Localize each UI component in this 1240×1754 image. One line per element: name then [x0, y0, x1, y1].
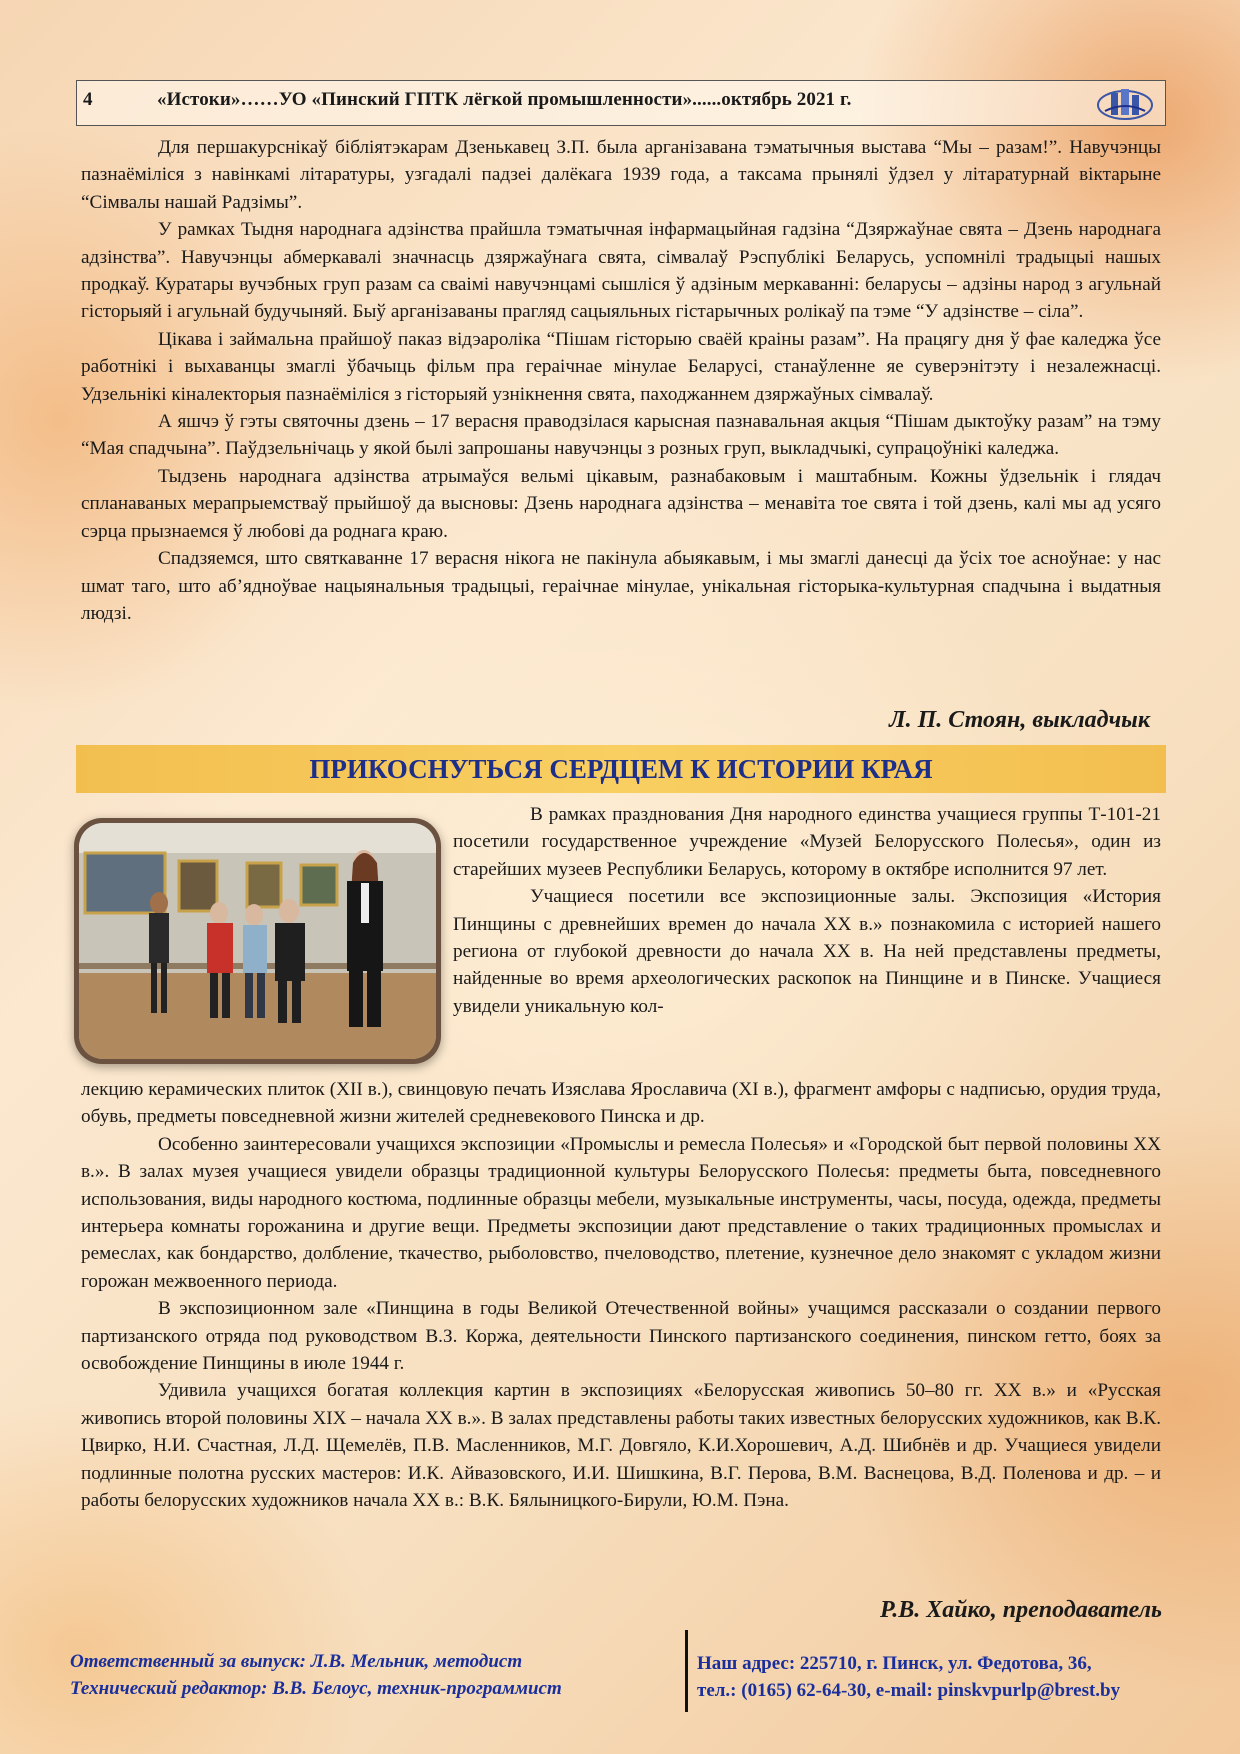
article2-intro: [453, 801, 1161, 1020]
museum-visit-photo: [74, 818, 441, 1064]
article2-paragraph: лекцию керамических плиток (XII в.), свинцовую печать Изяслава Ярославича (XI в.), фрагмент амфоры с надписью, орудия труда, обувь, предметы повседневной жизни жителей средневекового Пинска и др.: [81, 1079, 1161, 1128]
article1-paragraph: Для першакурснікаў бібліятэкарам Дзенькавец З.П. была арганізавана тэматычныя выстава “Мы – разам!”. Навучэнцы пазнаёміліся з навінкамі літаратуры, узгадалі падзеі далёкага 1939 года, а таксама прынялі ўдзел у літаратурнай віктарыне “Сімвалы нашай Радзімы”.: [81, 137, 1161, 213]
article2-paragraph: Удивила учащихся богатая коллекция картин в экспозициях «Белорусская живопись 50–80 гг. XX в.» и «Русская живопись второй половины XIX – начала XX в.». В залах представлены работы таких известных белорусских художников, как В.К. Цвирко, Н.И. Счастная, Л.Д. Щемелёв, П.В. Масленников, М.Г. Довгяло, К.И.Хорошевич, А.Д. Шибнёв и др. Учащиеся увидели подлинные полотна русских мастеров: И.К. Айвазовского, И.И. Шишкина, В.Г. Перова, В.М. Васнецова, В.Д. Поленова и др. – и работы белорусских художников начала XX в.: В.К. Бялыницкого-Бирули, Ю.М. Пэна.: [81, 1380, 1161, 1512]
editor-value: В.В. Белоус, техник-программист: [272, 1678, 562, 1699]
footer-divider: [685, 1630, 688, 1712]
page-number: 4: [83, 89, 93, 110]
article2-paragraph: Особенно заинтересовали учащихся экспозиции «Промыслы и ремесла Полесья» и «Городской быт первой половины XX в.». В залах музея учащиеся увидели образцы традиционной культуры Белорусского Полесья: предметы быта, повседневного использования, виды народного костюма, подлинные образцы мебели, музыкальные инструменты, часы, посуда, одежда, предметы интерьера комнаты горожанина и другие вещи. Предметы экспозиции дают представление о таких традиционных промыслах и ремеслах, как бондарство, долбление, ткачество, рыболовство, пчеловодство, плетение, кузнечное дело знакомят с укладом жизни горожан межвоенного периода.: [81, 1133, 1161, 1292]
article1-paragraph: У рамках Тыдня народнага адзінства прайшла тэматычная інфармацыйная гадзіна “Дзяржаўнае свята – Дзень народнага адзінства”. Навучэнцы абмеркавалі значнасць дзяржаўнага свята, сімвалаў Рэспублікі Беларусь, успомнілі традыцыі нашых продкаў. Куратары вучэбных груп разам са сваімі навучэнцамі сышліся ў адзіным меркаванні: беларусы – адзіны народ з агульнай гісторыяй і агульнай будучыняй. Быў арганізаваны прагляд сацыяльных гістарычных ролікаў па тэме “У адзінстве – сіла”.: [81, 219, 1161, 323]
article1-paragraph: А яшчэ ў гэты святочны дзень – 17 верасня праводзілася карысная пазнавальная акцыя “Пішам дыктоўку разам” на тэму “Мая спадчына”. Паўдзельнічаць у якой былі запрошаны навучэнцы з розных груп, выкладчыкі, супрацоўнікі каледжа.: [81, 411, 1161, 460]
article1-body: [81, 134, 1161, 627]
article2-body: [81, 1076, 1161, 1515]
article1-signature: Л. П. Стоян, выкладчык: [889, 707, 1150, 733]
article1-paragraph: Цікава і займальна прайшоў паказ відэароліка “Пішам гісторыю сваёй краіны разам”. На працягу дня ў фае каледжа ўсе работнікі і выхаванцы змаглі ўбачыць фільм пра гераічнае мінулае Беларусі, станаўленне яе суверэнітэту і незалежнасці. Удзельнікі кіналекторыя пазнаёміліся з гісторыяй узнікнення свята, паходжаннем дзяржаўных сімвалаў.: [81, 328, 1161, 405]
article2-paragraph: В экспозиционном зале «Пинщина в годы Великой Отечественной войны» учащимся рассказали о создании первого партизанского отряда под руководством В.З. Коржа, деятельности Пинского партизанского соединения, пинском гетто, боях за освобождение Пинщины в июле 1944 г.: [81, 1298, 1161, 1375]
article2-paragraph: Учащиеся посетили все экспозиционные залы. Экспозиция «История Пинщины с древнейших времен до начала XX в.» познакомила с историей нашего региона от глубокой древности до начала XX в. На ней представлены предметы, найденные во время археологических раскопок на Пинщине и в Пинске. Учащиеся увидели уникальную кол-: [453, 886, 1161, 1017]
header-title: «Истоки»……УО «Пинский ГПТК лёгкой промышленности»......октябрь 2021 г.: [157, 89, 852, 110]
responsible-value: Л.В. Мельник, методист: [310, 1651, 523, 1672]
editor-label: Технический редактор:: [70, 1678, 268, 1699]
article2-paragraph: В рамках празднования Дня народного единства учащиеся группы Т-101-21 посетили государственное учреждение «Музей Белорусского Полесья», один из старейших музеев Республики Беларусь, которому в октябре исполнится 97 лет.: [453, 804, 1161, 880]
footer-contacts: [697, 1650, 1120, 1704]
contacts: тел.: (0165) 62-64-30, e-mail: pinskvpurlp@brest.by: [697, 1680, 1121, 1701]
article2-title: ПРИКОСНУТЬСЯ СЕРДЦЕМ К ИСТОРИИ КРАЯ: [76, 745, 1166, 793]
responsible-label: Ответственный за выпуск:: [70, 1651, 306, 1672]
college-logo-icon: [1095, 83, 1155, 123]
page-header: [76, 80, 1166, 126]
article2-signature: Р.В. Хайко, преподаватель: [879, 1597, 1162, 1623]
article1-paragraph: Спадзяемся, што святкаванне 17 верасня нікога не пакінула абыякавым, і мы змаглі данесці да ўсіх тое асноўнае: у нас шмат таго, што аб’ядноўвае нацыянальныя традыцыі, гераічнае мінулае, унікальная гісторыка-культурная спадчына і выдатныя людзі.: [81, 548, 1161, 624]
article1-paragraph: Тыдзень народнага адзінства атрымаўся вельмі цікавым, разнабаковым і маштабным. Кожны ўдзельнік і глядач спланаваных мерапрыемстваў прыйшоў да высновы: Дзень народнага адзінства – менавіта тое свята і той дзень, калі мы ад усяго сэрца прызнаемся ў любові да роднага краю.: [81, 465, 1161, 542]
footer-credits: [70, 1648, 562, 1702]
address: Наш адрес: 225710, г. Пинск, ул. Федотова, 36,: [697, 1653, 1092, 1674]
